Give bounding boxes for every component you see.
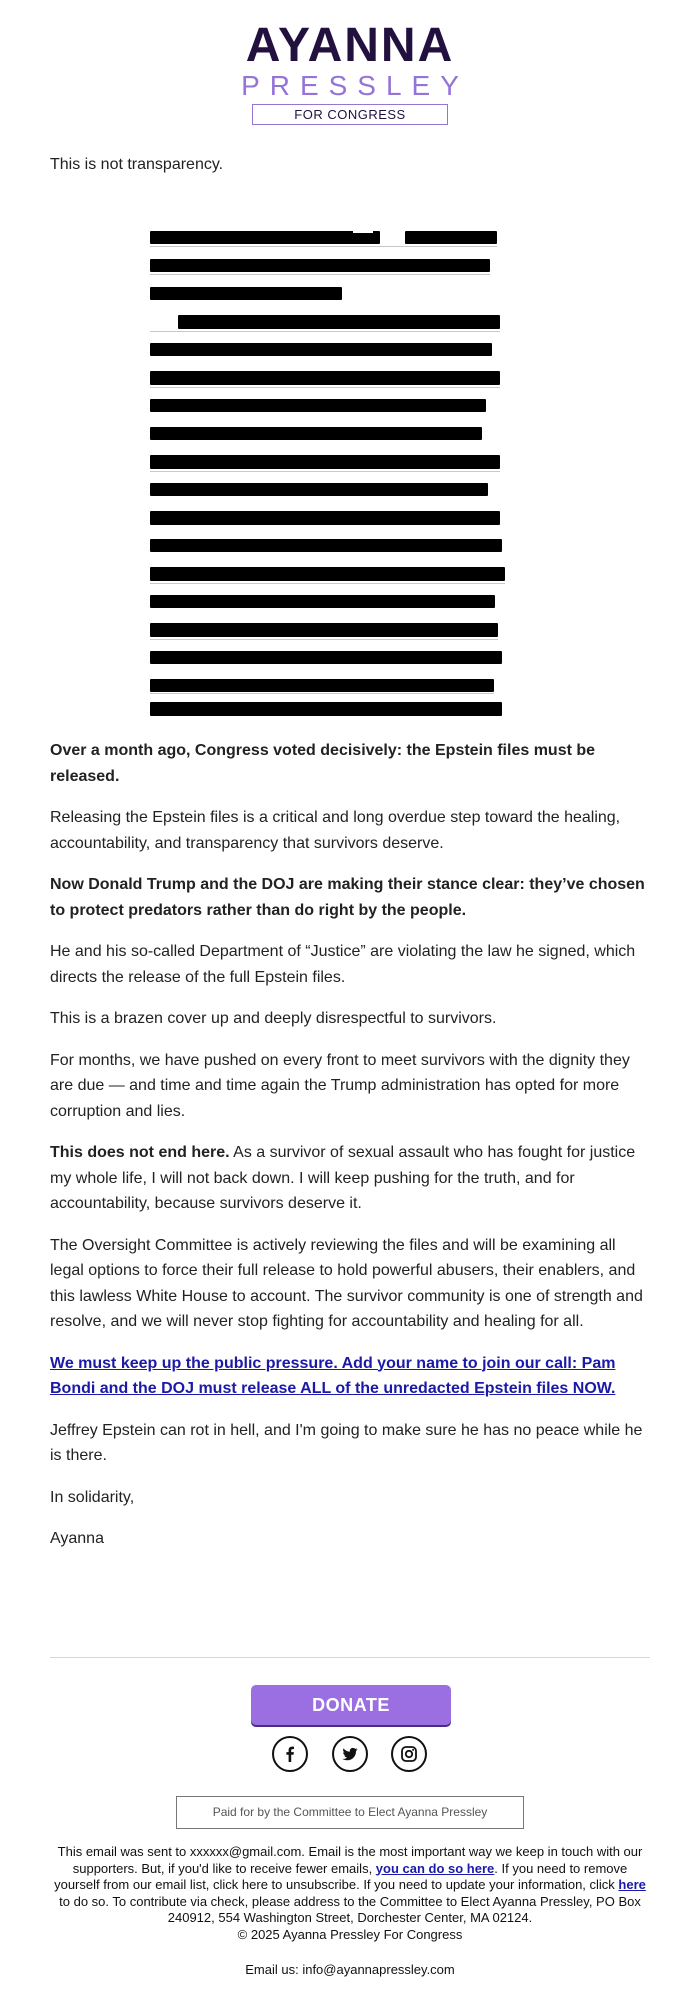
paid-for-disclaimer: Paid for by the Committee to Elect Ayanna Pressley — [176, 1796, 524, 1829]
does-not-end-bold: This does not end here. — [50, 1144, 230, 1161]
footer-divider — [50, 1657, 650, 1658]
closing-text: In solidarity, — [50, 1488, 135, 1506]
contact-email: Email us: info@ayannapressley.com — [245, 1962, 455, 1977]
legal-text-1: This email was sent to xxxxxx@gmail.com. Email is the most important way we keep in touch with our supporters. But, if you'd like to receive fewer emails, — [57, 1844, 643, 1876]
paragraph-does-not-end — [50, 1140, 650, 1217]
redacted-bars-graphic — [108, 195, 598, 725]
logo-tagline: FOR CONGRESS — [252, 104, 448, 125]
facebook-icon — [281, 1745, 299, 1763]
facebook-button[interactable] — [272, 1736, 308, 1772]
campaign-logo — [0, 19, 700, 125]
legal-notice — [50, 1844, 650, 1943]
copyright-text: © 2025 Ayanna Pressley For Congress — [237, 1926, 463, 1942]
does-not-end-rest: As a survivor of sexual assault who has fought for justice my whole life, I will not back down. I will keep pushing for the truth, and for accountability, because survivors deserve it. — [50, 1144, 636, 1212]
fewer-emails-link[interactable]: you can do so here — [375, 1860, 495, 1876]
legal-text-3: to do so. To contribute via check, please address to the Committee to Elect Ayanna Pressley, PO Box 240912, 554 Washington Street, Dorchester Center, MA 02124. — [59, 1893, 641, 1925]
paragraph-congress-voted: Over a month ago, Congress voted decisively: the Epstein files must be released. — [50, 742, 596, 785]
twitter-icon — [341, 1745, 359, 1763]
signature-text: Ayanna — [50, 1530, 104, 1547]
paragraph-rot-in-hell: Jeffrey Epstein can rot in hell, and I'm going to make sure he has no peace while he is there. — [50, 1421, 643, 1464]
logo-first-name: AYANNA — [245, 19, 455, 72]
paragraph-trump-doj-stance: Now Donald Trump and the DOJ are making their stance clear: they’ve chosen to protect predators rather than do right by the people. — [50, 876, 645, 919]
update-info-link[interactable]: here — [618, 1877, 646, 1892]
intro-text: This is not transparency. — [50, 156, 224, 173]
instagram-icon — [400, 1745, 418, 1763]
paragraph-oversight-committee: The Oversight Committee is actively reviewing the files and will be examining all legal options to force their full release to hold powerful abusers, their enablers, and this lawless White House to account. The survivor community is one of strength and resolve, and we will never stop fighting for accountability and healing for all. — [50, 1236, 643, 1330]
paragraph-cover-up: This is a brazen cover up and deeply disrespectful to survivors. — [50, 1010, 497, 1027]
legal-text-2: . If you need to remove yourself from our email list, click here to unsubscribe. If you need to update your information, click — [54, 1860, 628, 1892]
redacted-document-image — [108, 195, 598, 725]
paragraph-months-pushed: For months, we have pushed on every front to meet survivors with the dignity they are due — and time and time again the Trump administration has opted for more corruption and lies. — [50, 1051, 630, 1120]
paragraph-releasing-files: Releasing the Epstein files is a critical and long overdue step toward the healing, accountability, and transparency that survivors deserve. — [50, 809, 621, 852]
twitter-button[interactable] — [332, 1736, 368, 1772]
add-your-name-link[interactable]: We must keep up the public pressure. Add your name to join our call: Pam Bondi and the DOJ must release ALL of the unredacted Epstein files NOW. — [50, 1354, 616, 1397]
donate-button[interactable]: DONATE — [251, 1685, 451, 1725]
logo-last-name: PRESSLEY — [241, 70, 469, 101]
instagram-button[interactable] — [391, 1736, 427, 1772]
paragraph-violating-law: He and his so-called Department of “Justice” are violating the law he signed, which directs the release of the full Epstein files. — [50, 943, 636, 986]
letter-body — [50, 738, 650, 1552]
paragraph-cta — [50, 1351, 650, 1402]
intro-text-block — [50, 152, 650, 178]
